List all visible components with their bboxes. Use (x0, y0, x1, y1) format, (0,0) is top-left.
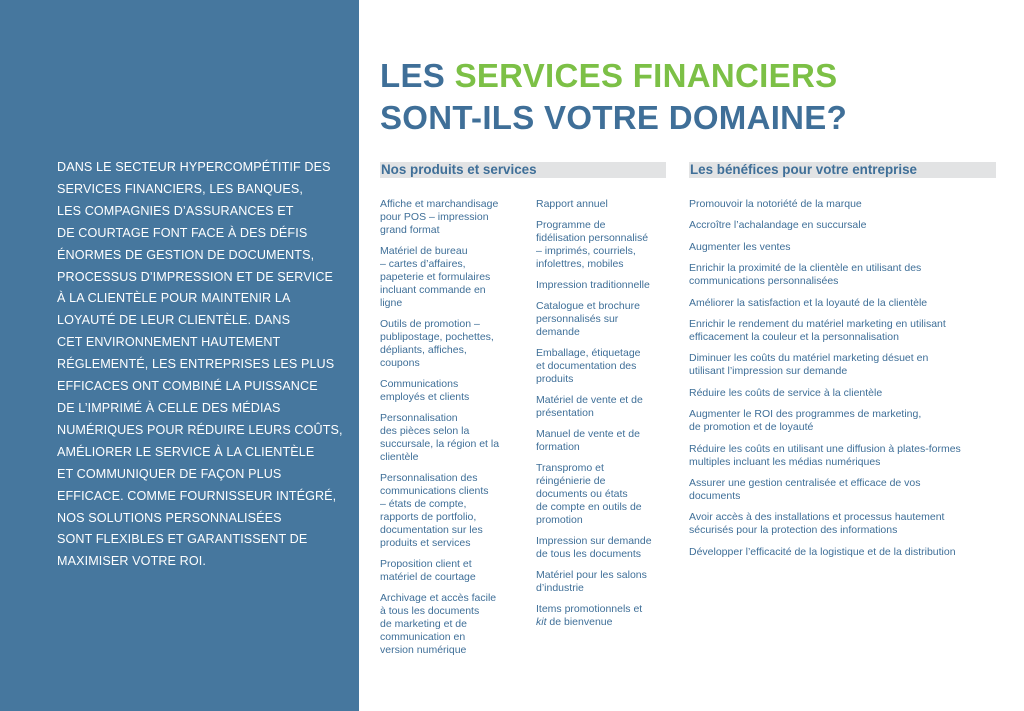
intro-line: SERVICES FINANCIERS, LES BANQUES, (57, 181, 303, 196)
list-item (536, 462, 676, 527)
list-item-line: Communications (380, 378, 459, 390)
list-item (536, 347, 676, 386)
list-item-line: – états de compte, (380, 498, 467, 510)
list-item-line: de tous les documents (536, 548, 642, 560)
list-item (380, 378, 520, 404)
list-item-line: Matériel pour les salons (536, 569, 647, 581)
title-prefix: LES (380, 57, 455, 94)
list-item-line: Outils de promotion – (380, 318, 480, 330)
intro-line: DANS LE SECTEUR HYPERCOMPÉTITIF DES (57, 160, 331, 174)
products-column-2 (536, 198, 676, 637)
list-item-line: Améliorer la satisfaction et la loyauté de la clientèle (689, 296, 928, 309)
list-item-line: communications clients (380, 485, 489, 497)
list-item (380, 412, 520, 464)
list-item-line: demande (536, 326, 580, 338)
list-item-line: personnalisés sur (536, 313, 619, 325)
list-item (689, 262, 1009, 288)
list-item (380, 198, 520, 237)
list-item-line: promotion (536, 514, 583, 526)
list-item (689, 318, 1009, 344)
intro-line: ET COMMUNIQUER DE FAÇON PLUS (57, 466, 282, 481)
list-item-line: de compte en outils de (536, 501, 642, 513)
list-item-line: matériel de courtage (380, 571, 476, 583)
intro-line: DE COURTAGE FONT FACE À DES DÉFIS (57, 225, 308, 240)
intro-text (57, 157, 357, 573)
intro-line: NUMÉRIQUES POUR RÉDUIRE LEURS COÛTS, (57, 422, 343, 437)
list-item-line: produits et services (380, 537, 471, 549)
list-item-line: Impression traditionnelle (536, 279, 650, 291)
list-item (689, 352, 1009, 378)
list-item (380, 558, 520, 584)
list-item-line: Programme de (536, 219, 606, 231)
intro-line: ÉNORMES DE GESTION DE DOCUMENTS, (57, 247, 315, 262)
intro-line: LES COMPAGNIES D’ASSURANCES ET (57, 203, 294, 218)
list-item-line: Augmenter le ROI des programmes de marketing, (689, 408, 922, 421)
intro-line: MAXIMISER VOTRE ROI. (57, 554, 206, 569)
list-item-line: à tous les documents (380, 605, 480, 617)
list-item-line: succursale, la région et la (380, 438, 500, 450)
list-item-line: Manuel de vente et de (536, 428, 640, 440)
list-item-line: Diminuer les coûts du matériel marketing désuet en (689, 352, 929, 365)
intro-line: À LA CLIENTÈLE POUR MAINTENIR LA (57, 291, 291, 306)
intro-line: LOYAUTÉ DE LEUR CLIENTÈLE. DANS (57, 313, 291, 328)
list-item-line: et documentation des (536, 360, 637, 372)
list-item (536, 300, 676, 339)
list-item (689, 477, 1009, 503)
list-item-line: Accroître l’achalandage en succursale (689, 219, 867, 232)
list-item-line: Matériel de bureau (380, 245, 468, 257)
list-item-line: pour POS – impression (380, 211, 489, 223)
intro-line: CET ENVIRONNEMENT HAUTEMENT (57, 335, 281, 350)
list-item-line: sécurisés pour la protection des informations (689, 524, 898, 537)
intro-line: AMÉLIORER LE SERVICE À LA CLIENTÈLE (57, 444, 315, 459)
list-item-line: Catalogue et brochure (536, 300, 640, 312)
list-item-line: Impression sur demande (536, 535, 652, 547)
list-item-line: – imprimés, courriels, (536, 245, 636, 257)
list-item-line: dépliants, affiches, (380, 344, 467, 356)
list-item (689, 241, 1009, 254)
list-item-line: incluant commande en (380, 284, 486, 296)
list-item (689, 219, 1009, 232)
list-item-line: grand format (380, 224, 440, 236)
intro-line: EFFICACES ONT COMBINÉ LA PUISSANCE (57, 379, 318, 394)
list-item-line: Transpromo et (536, 462, 604, 474)
intro-line: EFFICACE. COMME FOURNISSEUR INTÉGRÉ, (57, 488, 337, 503)
list-item-line: rapports de portfolio, (380, 511, 477, 523)
title-line-2: SONT-ILS VOTRE DOMAINE? (380, 99, 848, 136)
list-item (536, 219, 676, 271)
list-item-line: Matériel de vente et de (536, 394, 643, 406)
list-item-line: Personnalisation des (380, 472, 478, 484)
list-item-line: Items promotionnels et (536, 603, 643, 615)
products-column-1 (380, 198, 520, 665)
intro-line: SONT FLEXIBLES ET GARANTISSENT DE (57, 532, 308, 547)
list-item-line: multiples incluant les médias numériques (689, 455, 881, 468)
intro-line: RÉGLEMENTÉ, LES ENTREPRISES LES PLUS (57, 357, 335, 372)
list-item-line: Réduire les coûts de service à la clientèle (689, 386, 883, 399)
list-item-line: kit de bienvenue (536, 616, 613, 628)
list-item-line: coupons (380, 357, 420, 369)
list-item (689, 387, 1009, 400)
list-item-line: produits (536, 373, 574, 385)
list-item-line: des pièces selon la (380, 425, 470, 437)
list-item (689, 408, 1009, 434)
list-item (536, 279, 676, 292)
list-item-line: Proposition client et (380, 558, 472, 570)
list-item-line: Emballage, étiquetage (536, 347, 641, 359)
list-item-line: clientèle (380, 451, 419, 463)
list-item-line: d’industrie (536, 582, 584, 594)
list-item-line: papeterie et formulaires (380, 271, 491, 283)
intro-line: PROCESSUS D’IMPRESSION ET DE SERVICE (57, 269, 334, 284)
list-item-line: Réduire les coûts en utilisant une diffusion à plates-formes (689, 442, 961, 455)
list-item (380, 592, 520, 657)
list-item-line: Augmenter les ventes (689, 240, 791, 253)
products-section-header: Nos produits et services (380, 162, 666, 178)
list-item-line: Avoir accès à des installations et processus hautement (689, 511, 945, 524)
list-item (380, 472, 520, 550)
list-item-line: fidélisation personnalisé (536, 232, 649, 244)
page-title (380, 55, 847, 139)
list-item (380, 318, 520, 370)
intro-line: DE L’IMPRIMÉ À CELLE DES MÉDIAS (57, 400, 281, 415)
list-item (536, 569, 676, 595)
list-item-line: de marketing et de (380, 618, 467, 630)
list-item-line: documents (689, 489, 741, 502)
list-item-line: publipostage, pochettes, (380, 331, 494, 343)
list-item-line: utilisant l’impression sur demande (689, 365, 848, 378)
list-item-line: communication en (380, 631, 466, 643)
benefits-section-header: Les bénéfices pour votre entreprise (689, 162, 996, 178)
list-item-line: infolettres, mobiles (536, 258, 624, 270)
list-item-line: Promouvoir la notoriété de la marque (689, 198, 862, 210)
list-item-line: présentation (536, 407, 594, 419)
list-item (380, 245, 520, 310)
list-item-line: version numérique (380, 644, 467, 656)
list-item (536, 603, 676, 629)
list-item-line: Assurer une gestion centralisée et efficace de vos (689, 476, 921, 489)
list-item-line: Développer l’efficacité de la logistique et de la distribution (689, 545, 956, 558)
list-item-line: Enrichir le rendement du matériel marketing en utilisant (689, 317, 946, 330)
list-item-line: Rapport annuel (536, 198, 608, 210)
list-item-line: Archivage et accès facile (380, 592, 497, 604)
list-item-line: efficacement la couleur et la personnalisation (689, 330, 899, 343)
list-item-line: communications personnalisées (689, 275, 839, 288)
list-item-line: réingénierie de (536, 475, 606, 487)
intro-line: NOS SOLUTIONS PERSONNALISÉES (57, 510, 282, 525)
list-item-line: Enrichir la proximité de la clientèle en utilisant des (689, 262, 922, 275)
list-item (689, 546, 1009, 559)
title-accent: SERVICES FINANCIERS (454, 57, 838, 94)
list-item-line: ligne (380, 297, 403, 309)
list-item (689, 511, 1009, 537)
list-item-line: employés et clients (380, 391, 470, 403)
list-item-line: documentation sur les (380, 524, 483, 536)
list-item-line: Affiche et marchandisage (380, 198, 499, 210)
list-item (536, 198, 676, 211)
list-item-line: Personnalisation (380, 412, 458, 424)
list-item-line: – cartes d’affaires, (380, 258, 466, 270)
list-item-line: de promotion et de loyauté (689, 421, 814, 434)
list-item (536, 428, 676, 454)
list-item (536, 535, 676, 561)
list-item (689, 443, 1009, 469)
benefits-list (689, 198, 1009, 567)
list-item (689, 198, 1009, 211)
list-item (536, 394, 676, 420)
title-line-1 (380, 55, 847, 97)
list-item-line: formation (536, 441, 580, 453)
list-item (689, 297, 1009, 310)
list-item-line: documents ou états (536, 488, 628, 500)
left-panel (0, 0, 359, 711)
